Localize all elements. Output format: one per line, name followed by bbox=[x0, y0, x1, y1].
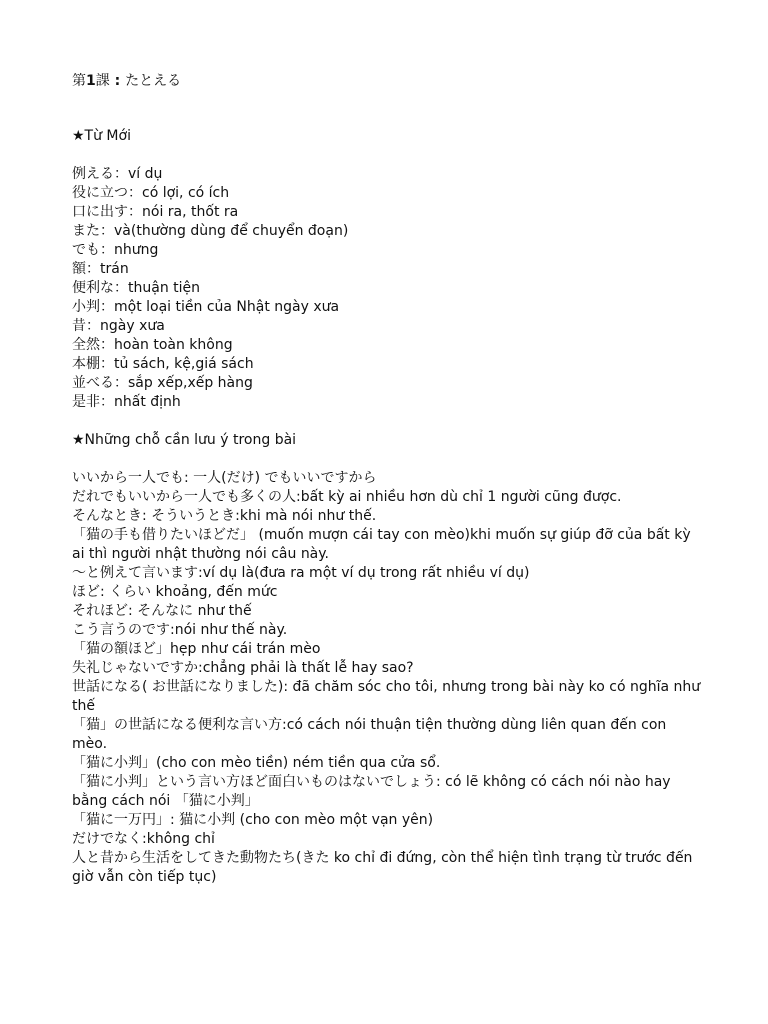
note-item: 「猫に一万円」: 猫に小判 (cho con mèo một vạn yên) bbox=[72, 812, 434, 828]
notes-heading: ★Những chỗ cần lưu ý trong bài bbox=[72, 432, 297, 448]
lesson-title bbox=[72, 72, 702, 91]
vocab-list bbox=[72, 165, 702, 412]
note-item: それほど: そんなに như thế bbox=[72, 603, 252, 619]
vocab-item: 額：trán bbox=[72, 261, 129, 277]
note-item: 「猫」の世話になる便利な言い方:có cách nói thuận tiện thường dùng liên quan đến con mèo. bbox=[72, 717, 667, 752]
vocab-item: 本棚：tủ sách, kệ,giá sách bbox=[72, 356, 254, 372]
vocab-item: また：và(thường dùng để chuyển đoạn) bbox=[72, 223, 349, 239]
note-item: 人と昔から生活をしてきた動物たち(きた ko chỉ đi đứng, còn thể hiện tình trạng từ trước đến giờ vẫn còn tiếp tục) bbox=[72, 850, 693, 885]
lesson-number: 1 bbox=[86, 73, 96, 89]
note-item: ほど: くらい khoảng, đến mức bbox=[72, 584, 278, 600]
vocab-item: 役に立つ：có lợi, có ích bbox=[72, 185, 230, 201]
note-item: 「猫に小判」という言い方ほど面白いものはないでしょう: có lẽ không có cách nói nào hay bằng cách nói 「猫に小判」 bbox=[72, 774, 671, 809]
lesson-prefix: 第 bbox=[72, 73, 86, 89]
note-item: そんなとき: そういうとき:khi mà nói như thế. bbox=[72, 508, 377, 524]
note-item: いいから一人でも: 一人(だけ) でもいいですから bbox=[72, 470, 377, 486]
vocab-item: 並べる：sắp xếp,xếp hàng bbox=[72, 375, 253, 391]
note-item: だけでなく:không chỉ bbox=[72, 831, 215, 847]
lesson-colon: : bbox=[109, 73, 126, 89]
vocab-item: 是非：nhất định bbox=[72, 394, 181, 410]
lesson-kanji: 課 bbox=[95, 73, 110, 89]
note-item: 「猫の手も借りたいほどだ」 (muốn mượn cái tay con mèo)khi muốn sự giúp đỡ của bất kỳ ai thì người nhật thường nói câu này. bbox=[72, 527, 691, 562]
vocab-item: 昔：ngày xưa bbox=[72, 318, 165, 334]
lesson-name: たとえる bbox=[125, 73, 182, 89]
vocab-item: でも：nhưng bbox=[72, 242, 159, 258]
note-item: ～と例えて言います:ví dụ là(đưa ra một ví dụ trong rất nhiều ví dụ) bbox=[72, 565, 530, 581]
note-item: 失礼じゃないですか:chẳng phải là thất lễ hay sao? bbox=[72, 660, 414, 676]
notes-list bbox=[72, 469, 702, 887]
document-page bbox=[72, 72, 702, 887]
note-item: 「猫に小判」(cho con mèo tiền) ném tiền qua cửa sổ. bbox=[72, 755, 441, 771]
vocab-heading: ★Từ Mới bbox=[72, 128, 131, 144]
vocab-item: 口に出す：nói ra, thốt ra bbox=[72, 204, 239, 220]
vocab-item: 全然：hoàn toàn không bbox=[72, 337, 233, 353]
vocab-item: 例える：ví dụ bbox=[72, 166, 163, 182]
note-item: だれでもいいから一人でも多くの人:bất kỳ ai nhiều hơn dù chỉ 1 người cũng được. bbox=[72, 489, 622, 505]
vocab-item: 小判：một loại tiền của Nhật ngày xưa bbox=[72, 299, 340, 315]
note-item: 世話になる( お世話になりました): đã chăm sóc cho tôi, nhưng trong bài này ko có nghĩa như thế bbox=[72, 679, 701, 714]
note-item: 「猫の額ほど」hẹp như cái trán mèo bbox=[72, 641, 321, 657]
note-item: こう言うのです:nói như thế này. bbox=[72, 622, 288, 638]
vocab-item: 便利な：thuận tiện bbox=[72, 280, 201, 296]
